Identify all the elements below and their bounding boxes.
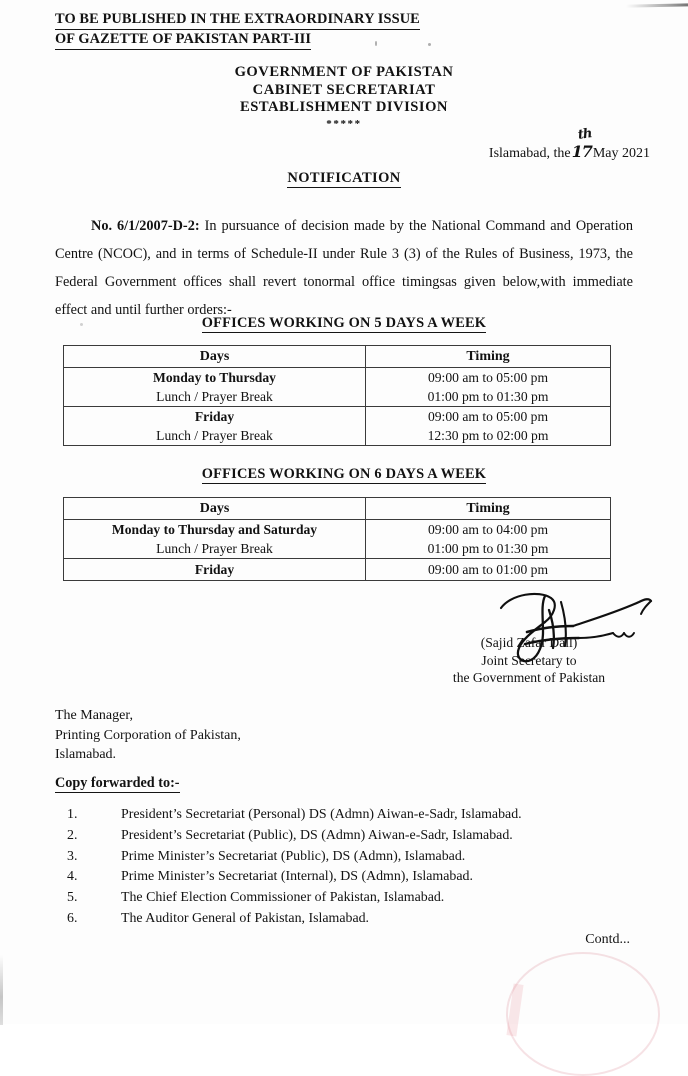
days-primary: Monday to Thursday and Saturday xyxy=(111,522,318,537)
list-item-number: 6. xyxy=(67,910,78,926)
continued-marker: Contd... xyxy=(585,932,630,947)
column-header-days: Days xyxy=(64,346,366,368)
column-header-timing: Timing xyxy=(366,346,611,368)
signatory-authority: the Government of Pakistan xyxy=(452,670,606,685)
list-item-text: The Chief Election Commissioner of Pakistan, Islamabad. xyxy=(121,890,445,906)
gazette-notice-line-2: OF GAZETTE OF PAKISTAN PART-III xyxy=(55,30,311,50)
dateline-month-year: May 2021 xyxy=(592,146,650,161)
list-item-number: 2. xyxy=(67,827,78,843)
list-item-text: The Auditor General of Pakistan, Islamabad. xyxy=(121,910,370,926)
body-text: In pursuance of decision made by the National Command and Operation Centre (NCOC), and in terms of Schedule-II under Rule 3 (3) of the Rules of Business, 1973, the Federal Government offices shall revert tonormal office timingsas given below,with immediate effect and until further orders:- xyxy=(55,218,633,319)
addressee-line-1: The Manager, xyxy=(55,708,133,723)
days-primary: Monday to Thursday xyxy=(153,370,276,385)
section-heading-five-day xyxy=(0,315,688,333)
timing-cell-group xyxy=(366,407,610,445)
table-header-row xyxy=(64,346,611,368)
stamp-ghost-artifact xyxy=(506,952,660,1076)
timing-primary: 09:00 am to 05:00 pm xyxy=(427,370,549,385)
table-header-row xyxy=(64,498,611,520)
list-item-number: 5. xyxy=(67,890,78,906)
column-header-timing: Timing xyxy=(366,498,611,520)
scan-edge-artifact xyxy=(626,3,688,7)
list-item-text: President’s Secretariat (Personal) DS (Admn) Aiwan-e-Sadr, Islamabad. xyxy=(121,807,522,822)
timing-table-six-day xyxy=(63,497,611,581)
list-item-number: 1. xyxy=(67,807,78,822)
section-heading-six-day xyxy=(0,466,688,484)
distribution-heading xyxy=(55,775,180,793)
list-item xyxy=(55,909,635,930)
days-cell xyxy=(64,407,366,446)
handwritten-date-day: 17 xyxy=(571,142,592,161)
scan-speck xyxy=(428,43,431,46)
notification-title-text: NOTIFICATION xyxy=(287,170,401,186)
list-item xyxy=(55,826,635,847)
gazette-publication-notice xyxy=(55,10,420,50)
timing-cell xyxy=(366,520,611,559)
list-item-number: 4. xyxy=(67,869,78,885)
days-secondary: Lunch / Prayer Break xyxy=(156,541,273,556)
handwritten-date xyxy=(571,126,593,161)
table-row xyxy=(64,520,611,559)
list-item-number: 3. xyxy=(67,848,78,864)
days-cell xyxy=(64,368,366,407)
signature-block xyxy=(414,634,644,687)
timing-cell xyxy=(366,368,611,407)
timing-secondary: 01:00 pm to 01:30 pm xyxy=(427,389,549,404)
days-cell-group xyxy=(64,407,365,445)
handwritten-date-suffix: th xyxy=(576,126,593,143)
star-separator: ***** xyxy=(326,117,362,130)
timing-cell-group xyxy=(366,368,610,406)
list-item-text: Prime Minister’s Secretariat (Public), DS (Admn), Islamabad. xyxy=(121,848,466,864)
list-item-text: President’s Secretariat (Public), DS (Admn) Aiwan-e-Sadr, Islamabad. xyxy=(121,827,513,843)
addressee-line-3: Islamabad. xyxy=(55,747,117,762)
page-title xyxy=(0,170,688,188)
signatory-name: (Sajid Zafar Dall) xyxy=(480,635,578,650)
addressee-line-2: Printing Corporation of Pakistan, xyxy=(55,727,241,743)
timing-cell-group xyxy=(366,520,610,558)
addressee-block xyxy=(55,706,241,765)
days-cell-group xyxy=(64,559,365,580)
table-row xyxy=(64,559,611,581)
stamp-ghost-artifact-secondary xyxy=(506,984,523,1037)
list-item xyxy=(55,847,635,868)
list-item xyxy=(55,867,635,888)
organization-line-1: GOVERNMENT OF PAKISTAN xyxy=(234,64,454,80)
timing-secondary: 01:00 pm to 01:30 pm xyxy=(427,541,549,556)
distribution-heading-text: Copy forwarded to:- xyxy=(55,775,180,791)
list-item-text: Prime Minister’s Secretariat (Internal), DS (Admn), Islamabad. xyxy=(121,869,473,885)
timing-cell xyxy=(366,407,611,446)
organization-line-2: CABINET SECRETARIAT xyxy=(252,81,436,98)
dateline xyxy=(488,126,650,162)
section-heading-six-day-text: OFFICES WORKING ON 6 DAYS A WEEK xyxy=(201,466,487,482)
timing-primary: 09:00 am to 04:00 pm xyxy=(427,522,549,537)
notification-body xyxy=(55,212,633,324)
table-row xyxy=(64,368,611,407)
days-cell xyxy=(64,520,366,559)
timing-primary: 09:00 am to 01:00 pm xyxy=(427,562,549,577)
days-secondary: Lunch / Prayer Break xyxy=(156,428,273,443)
timing-cell-group xyxy=(366,559,610,580)
section-heading-five-day-text: OFFICES WORKING ON 5 DAYS A WEEK xyxy=(201,315,487,331)
days-cell-group xyxy=(64,368,365,406)
days-primary: Friday xyxy=(194,562,235,577)
list-item xyxy=(55,805,635,826)
days-primary: Friday xyxy=(194,409,235,424)
table-row xyxy=(64,407,611,446)
timing-secondary: 12:30 pm to 02:00 pm xyxy=(427,428,549,443)
reference-number: No. 6/1/2007-D-2: xyxy=(91,218,200,235)
days-cell xyxy=(64,559,366,581)
timing-primary: 09:00 am to 05:00 pm xyxy=(427,409,549,424)
timing-cell xyxy=(366,559,611,581)
timing-table-five-day xyxy=(63,345,611,446)
scan-edge-artifact-left xyxy=(0,955,3,1025)
organization-line-3: ESTABLISHMENT DIVISION xyxy=(240,99,448,116)
distribution-list xyxy=(55,805,635,930)
signatory-designation: Joint Secretary to xyxy=(481,652,577,668)
organization-heading xyxy=(0,64,688,131)
days-cell-group xyxy=(64,520,365,558)
column-header-days: Days xyxy=(64,498,366,520)
days-secondary: Lunch / Prayer Break xyxy=(156,389,273,404)
list-item xyxy=(55,888,635,909)
dateline-prefix: Islamabad, the xyxy=(488,146,571,161)
gazette-notice-line-1: TO BE PUBLISHED IN THE EXTRAORDINARY ISSUE xyxy=(55,10,420,30)
